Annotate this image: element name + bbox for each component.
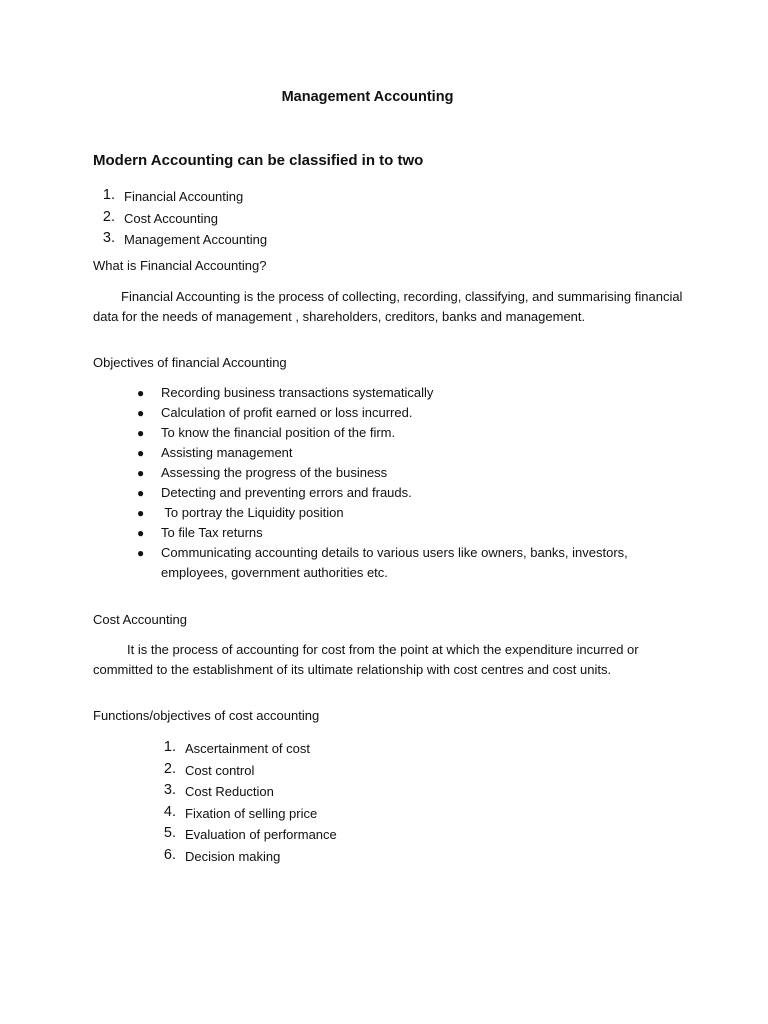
fa-question: What is Financial Accounting? bbox=[93, 258, 267, 273]
bullet-icon: ● bbox=[137, 386, 145, 400]
functions-heading: Functions/objectives of cost accounting bbox=[93, 708, 320, 723]
bullet-icon: ● bbox=[137, 506, 145, 520]
list-number: 1. bbox=[163, 739, 176, 755]
classification-list bbox=[93, 186, 267, 251]
list-item bbox=[138, 781, 337, 803]
list-item bbox=[93, 229, 267, 251]
list-text: Communicating accounting details to various users like owners, banks, investors, employees, government authorities etc. bbox=[161, 545, 628, 580]
list-number: 1. bbox=[102, 187, 115, 203]
list-item bbox=[134, 443, 694, 463]
list-text: Calculation of profit earned or loss incurred. bbox=[161, 405, 413, 420]
list-item bbox=[93, 208, 267, 230]
bullet-icon: ● bbox=[137, 466, 145, 480]
bullet-icon: ● bbox=[137, 426, 145, 440]
section-subheading: Modern Accounting can be classified in to two bbox=[93, 152, 424, 169]
cost-heading: Cost Accounting bbox=[93, 612, 187, 627]
bullet-icon: ● bbox=[137, 446, 145, 460]
bullet-icon: ● bbox=[137, 546, 145, 560]
list-text: Recording business transactions systematically bbox=[161, 385, 434, 400]
list-item bbox=[134, 503, 694, 523]
list-number: 2. bbox=[163, 760, 176, 777]
list-text: To file Tax returns bbox=[161, 525, 263, 540]
list-number: 4. bbox=[163, 803, 176, 820]
bullet-icon: ● bbox=[137, 406, 145, 420]
list-text: Decision making bbox=[185, 848, 281, 864]
list-text: Fixation of selling price bbox=[185, 805, 318, 821]
functions-list bbox=[138, 738, 337, 867]
list-item bbox=[138, 846, 337, 868]
list-text: Assessing the progress of the business bbox=[161, 465, 388, 480]
list-item bbox=[134, 423, 694, 443]
list-number: 3. bbox=[102, 230, 115, 246]
list-item bbox=[134, 543, 694, 583]
list-text: Evaluation of performance bbox=[185, 827, 337, 842]
list-item bbox=[134, 463, 694, 483]
list-text: Financial Accounting bbox=[124, 189, 244, 204]
list-item bbox=[138, 824, 337, 846]
list-text: To portray the Liquidity position bbox=[161, 505, 344, 520]
cost-paragraph bbox=[93, 640, 683, 679]
list-item bbox=[134, 523, 694, 543]
fa-paragraph bbox=[93, 287, 693, 326]
list-number: 6. bbox=[163, 846, 176, 863]
list-text: Cost Reduction bbox=[185, 784, 274, 799]
cost-paragraph-text: It is the process of accounting for cost from the point at which the expenditure incurred or committed to the establishment of its ultimate relationship with cost centres and cost units. bbox=[93, 642, 639, 677]
fa-paragraph-text: Financial Accounting is the process of collecting, recording, classifying, and summarising financial data for the needs of management , shareholders, creditors, banks and management. bbox=[93, 289, 683, 324]
list-item bbox=[134, 383, 694, 403]
bullet-icon: ● bbox=[137, 526, 145, 540]
list-item bbox=[134, 403, 694, 423]
list-number: 5. bbox=[163, 825, 176, 841]
list-text: Ascertainment of cost bbox=[185, 741, 310, 756]
list-item bbox=[134, 483, 694, 503]
list-text: Cost control bbox=[185, 762, 255, 778]
list-number: 2. bbox=[102, 208, 115, 225]
list-number: 3. bbox=[163, 782, 176, 798]
document-title: Management Accounting bbox=[281, 89, 454, 105]
objectives-list bbox=[134, 383, 694, 583]
list-text: Management Accounting bbox=[124, 232, 268, 247]
list-item bbox=[138, 738, 337, 760]
bullet-icon: ● bbox=[137, 486, 145, 500]
list-item bbox=[138, 760, 337, 782]
list-text: Cost Accounting bbox=[124, 210, 218, 226]
list-item bbox=[93, 186, 267, 208]
list-item bbox=[138, 803, 337, 825]
list-text: Detecting and preventing errors and frauds. bbox=[161, 485, 412, 500]
list-text: Assisting management bbox=[161, 445, 293, 460]
list-text: To know the financial position of the firm. bbox=[161, 425, 396, 440]
objectives-heading: Objectives of financial Accounting bbox=[93, 355, 287, 370]
